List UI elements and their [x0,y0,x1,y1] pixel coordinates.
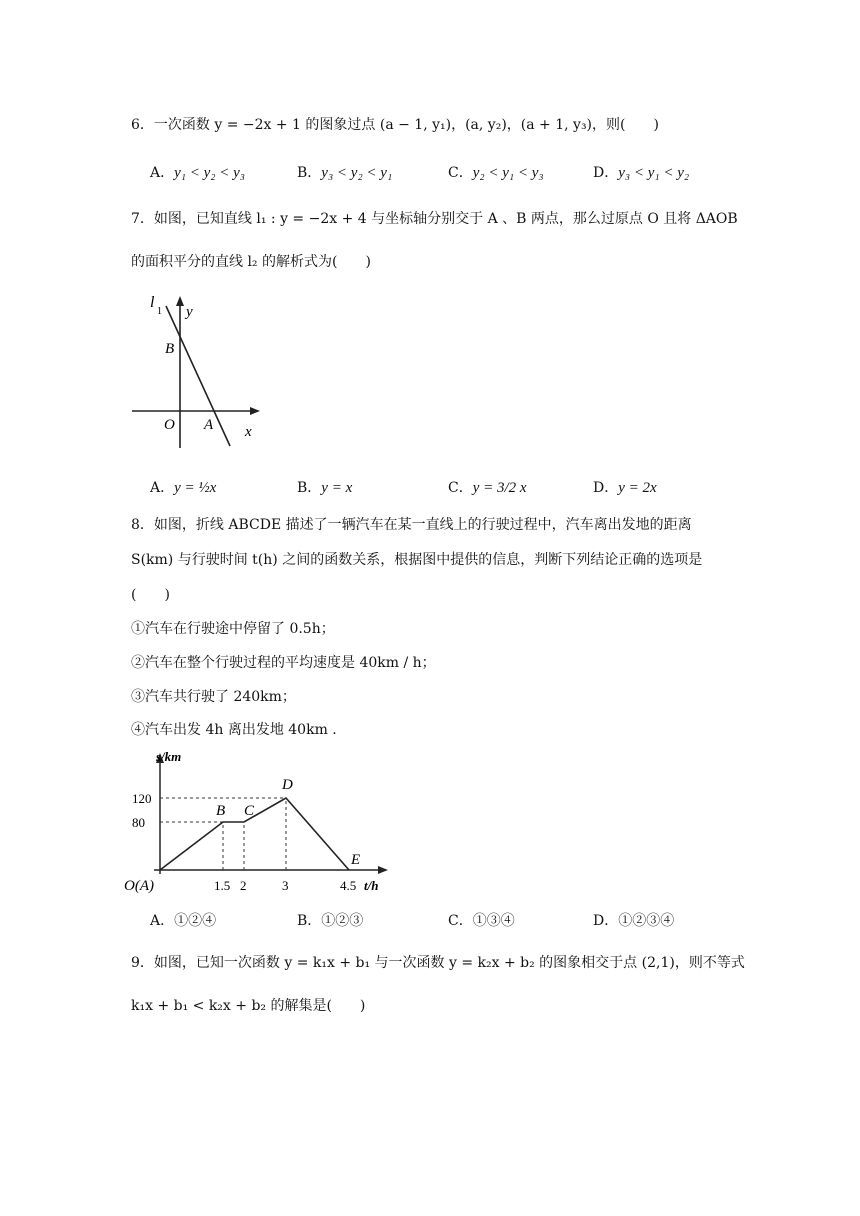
x-tick-label: 1.5 [214,878,231,893]
label-x: x [245,424,252,440]
option-value: y₁ < y₂ < y₃ [174,165,245,181]
q8-statement-3: ③汽车共行驶了 240km； [131,689,296,705]
x-axis-arrow [378,866,388,874]
q8-stem-line3: ( ) [131,587,170,603]
point-label-4: E [351,852,361,868]
option-value: y₂ < y₁ < y₃ [472,165,544,181]
q6-option-d[interactable] [593,166,689,181]
y-axis-arrow [176,296,184,306]
option-label: A． [150,480,175,496]
q8-option-b[interactable] [297,914,363,928]
point-label-3: D [282,777,293,793]
q8-statement-1: ①汽车在行驶途中停留了 0.5h； [131,621,335,637]
x-tick-label: 4.5 [340,878,357,893]
option-label: C． [448,165,473,181]
q7-figure [128,290,268,460]
q7-stem-line1: 7．如图，已知直线 l₁ : y = −2x + 4 与坐标轴分别交于 A 、B 两点，那么过原点 O 且将 ΔAOB [131,211,738,227]
option-label: B． [297,165,322,181]
q8-option-a[interactable] [150,914,216,928]
q7-stem-line2: 的面积平分的直线 l₂ 的解析式为( ) [131,254,371,270]
option-value: y = x [321,480,353,496]
q7-option-a[interactable] [150,481,216,496]
option-value: y = 2x [618,480,657,496]
y-axis-label: s/km [156,749,182,764]
q8-stem-line1: 8．如图，折线 ABCDE 描述了一辆汽车在某一直线上的行驶过程中，汽车离出发地的距离 [131,517,692,533]
q7-option-b[interactable] [297,481,352,496]
option-value: ①②③ [321,913,364,929]
point-label-1: B [216,803,226,819]
label-l1: l [150,294,155,311]
label-y: y [186,304,193,320]
q6-option-a[interactable] [150,166,245,181]
q6-option-b[interactable] [297,166,392,181]
option-value: ①②④ [174,913,217,929]
q6-option-c[interactable] [448,166,544,181]
option-value: y = 3/2 x [472,480,527,496]
option-value: y₃ < y₂ < y₁ [321,165,393,181]
option-label: B． [297,480,322,496]
option-label: B． [297,913,322,929]
q8-option-c[interactable] [448,914,515,928]
label-O: O [164,417,175,433]
q9-stem-line1: 9．如图，已知一次函数 y = k₁x + b₁ 与一次函数 y = k₂x + b₂ 的图象相交于点 (2,1)，则不等式 [131,955,745,971]
x-axis-arrow [250,407,260,415]
option-value: ①②③④ [618,913,675,929]
option-label: C． [448,480,473,496]
line-l1 [166,306,230,446]
label-B: B [165,341,175,357]
option-value: y = ½x [174,480,217,496]
option-label: D． [593,480,619,496]
option-value: ①③④ [472,913,515,929]
q8-statement-4: ④汽车出发 4h 离出发地 40km . [131,722,337,738]
x-tick-label: 3 [282,878,289,893]
point-label-2: C [244,803,255,819]
q9-stem-line2: k₁x + b₁ < k₂x + b₂ 的解集是( ) [131,998,366,1014]
y-tick-label: 80 [132,815,145,830]
point-label-0: O(A) [124,878,154,894]
option-value: y₃ < y₁ < y₂ [618,165,690,181]
q8-stem-line2: S(km) 与行驶时间 t(h) 之间的函数关系，根据图中提供的信息，判断下列结论正确的选项是 [131,552,703,568]
label-l1-sub: 1 [157,306,162,317]
q8-statement-2: ②汽车在整个行驶过程的平均速度是 40km / h； [131,655,436,671]
label-A: A [204,417,214,433]
q7-option-c[interactable] [448,481,527,496]
series-line-abcde [160,798,349,870]
option-label: A． [150,913,175,929]
x-axis-label: t/h [364,878,379,893]
q8-distance-time-chart [122,745,379,895]
y-tick-label: 120 [132,791,152,806]
q6-stem: 6．一次函数 y = −2x + 1 的图象过点 (a − 1, y₁)，(a, y₂)，(a + 1, y₃)，则( ) [131,117,659,133]
q7-option-d[interactable] [593,481,657,496]
option-label: A． [150,165,175,181]
option-label: D． [593,913,619,929]
option-label: C． [448,913,473,929]
x-tick-label: 2 [240,878,247,893]
q8-option-d[interactable] [593,914,674,928]
option-label: D． [593,165,619,181]
